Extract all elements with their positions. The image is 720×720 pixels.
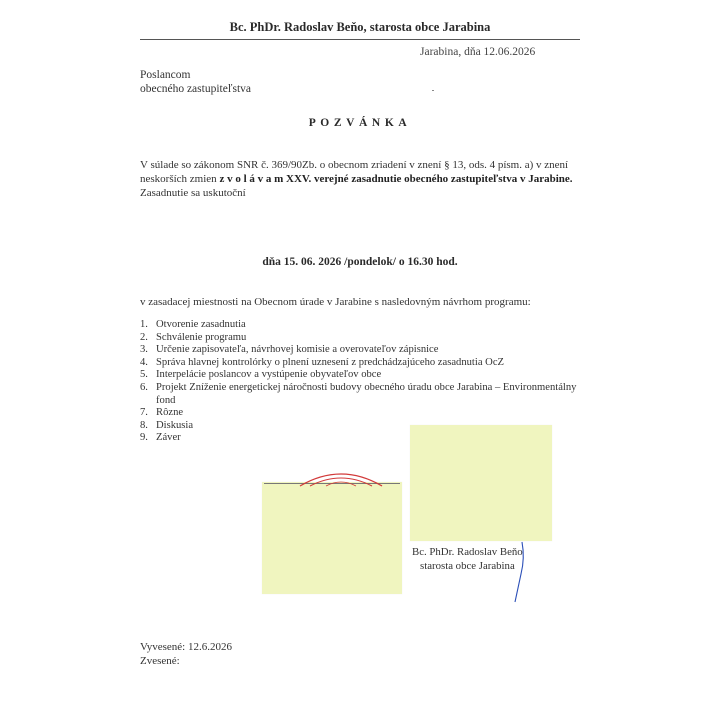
venue-text: v zasadacej miestnosti na Obecnom úrade v Jarabine s nasledovným návrhom programu: — [140, 296, 531, 308]
signer-block — [412, 545, 523, 573]
stamp-arc-icon — [296, 468, 386, 488]
addressee-block — [140, 68, 251, 96]
meeting-date: dňa 15. 06. 2026 /pondelok/ o 16.30 hod. — [262, 256, 458, 268]
agenda-item-text: Diskusia — [156, 419, 194, 431]
agenda-item-number: 4. — [140, 356, 148, 368]
place-date: Jarabina, dňa 12.06.2026 — [420, 46, 536, 58]
intro-text-2: Zasadnutie sa uskutoční — [140, 187, 246, 199]
agenda-item — [140, 407, 580, 420]
agenda-item-number: 1. — [140, 319, 148, 330]
addressee-line-2: obecného zastupiteľstva — [140, 83, 252, 95]
signer-name: Bc. PhDr. Radoslav Beňo — [412, 546, 523, 558]
agenda-item — [140, 319, 580, 332]
agenda-item — [140, 382, 580, 407]
sticky-note-left — [262, 482, 402, 594]
posted-date: Vyvesené: 12.6.2026 — [140, 641, 232, 653]
scan-speck — [432, 90, 434, 91]
signature-stroke-icon — [510, 540, 530, 606]
agenda-item-text: Projekt Zníženie energetickej náročnosti budovy obecného úradu obce Jarabina – Environmentálny fond — [156, 381, 577, 406]
agenda-item — [140, 369, 580, 382]
sticky-note-right — [410, 425, 552, 541]
agenda-item-number: 7. — [140, 407, 148, 419]
agenda-item-text: Určenie zapisovateľa, návrhovej komisie a overovateľov zápisnice — [156, 344, 439, 356]
letterhead: Bc. PhDr. Radoslav Beňo, starosta obce Jarabina — [140, 20, 580, 40]
agenda-item-text: Rôzne — [156, 407, 184, 419]
agenda-item — [140, 357, 580, 370]
intro-text-1: V súlade so zákonom SNR č. 369/90Zb. o obecnom zriadení v znení § 13, ods. 4 písm. a) v znení neskorších zmien — [140, 159, 569, 185]
posting-block — [140, 640, 232, 668]
agenda-item-number: 2. — [140, 331, 148, 343]
agenda-item-number: 5. — [140, 369, 148, 381]
agenda-item-text: Záver — [156, 432, 181, 444]
agenda-item-text: Správa hlavnej kontrolórky o plnení uznesení z predchádzajúceho zasadnutia OcZ — [156, 356, 504, 368]
agenda-item-number: 6. — [140, 381, 148, 393]
agenda-item-number: 8. — [140, 419, 148, 431]
intro-text-bold: z v o l á v a m XXV. verejné zasadnutie obecného zastupiteľstva v Jarabine. — [219, 173, 573, 185]
document-title: POZVÁNKA — [308, 117, 412, 129]
addressee-line-1: Poslancom — [140, 69, 191, 81]
agenda-item-number: 9. — [140, 432, 148, 444]
agenda-item-text: Interpelácie poslancov a vystúpenie obyvateľov obce — [156, 369, 382, 381]
intro-paragraph — [140, 158, 580, 200]
removed-date: Zvesené: — [140, 655, 180, 667]
agenda-item — [140, 332, 580, 345]
agenda-item-text: Schválenie programu — [156, 331, 247, 343]
agenda-item-text: Otvorenie zasadnutia — [156, 319, 246, 330]
agenda-item — [140, 344, 580, 357]
agenda-item-number: 3. — [140, 344, 148, 356]
signer-role: starosta obce Jarabina — [420, 560, 515, 572]
